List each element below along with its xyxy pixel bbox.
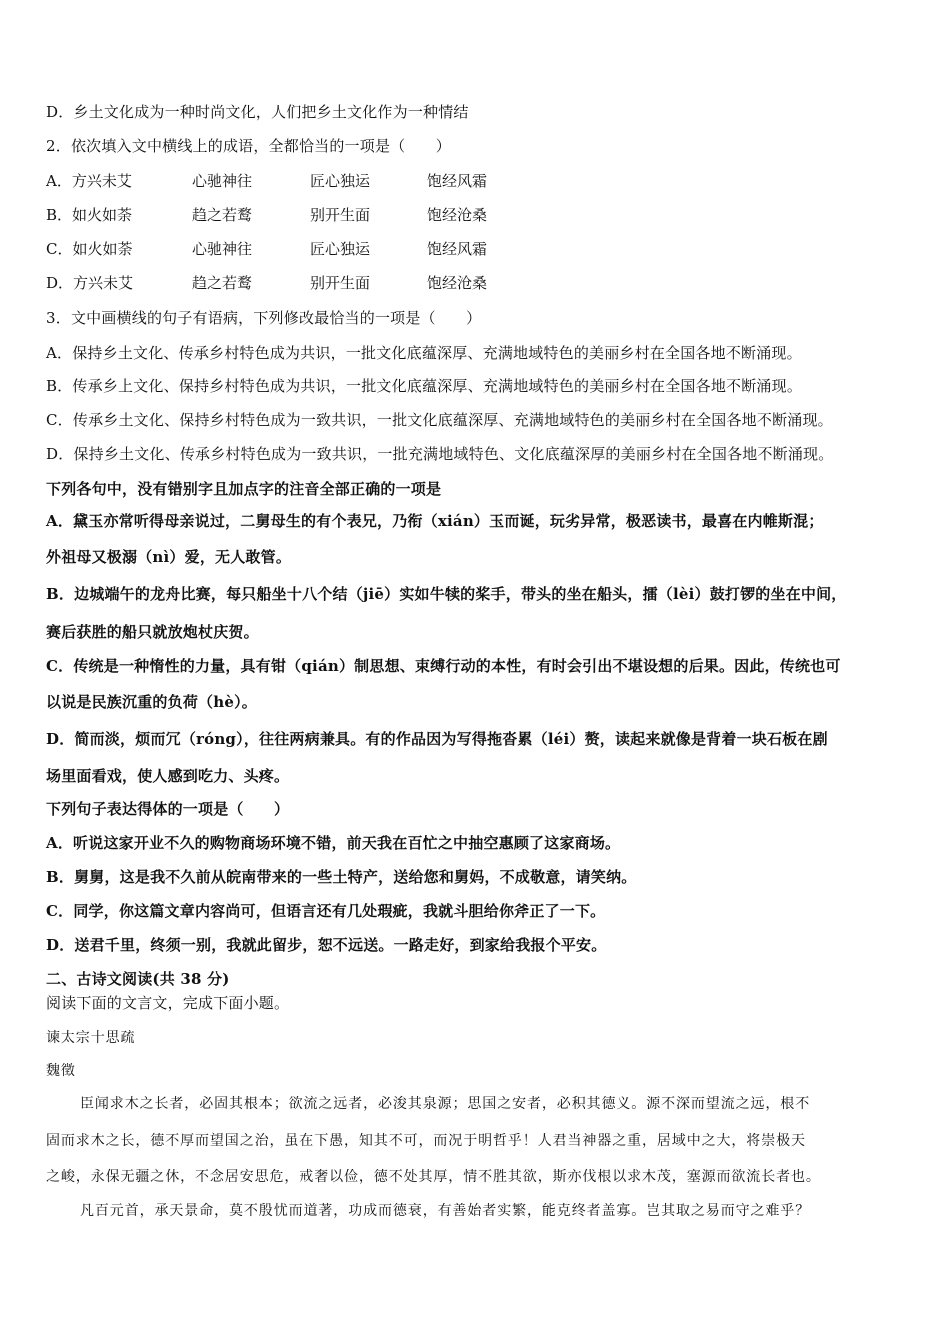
q4-option-c-line-1 [46,655,841,676]
q4-d1-text: D．简而淡，烦而 [46,730,166,748]
section-2-heading: 二、古诗文阅读(共 38 分) [46,970,230,988]
q4-option-c-line-2 [46,691,257,712]
q2-option-a-idiom-1: A．方兴未艾 [46,172,132,190]
q3-option-a: A．保持乡土文化、传承乡村特色成为共识，一批文化底蕴深厚、充满地域特色的美丽乡村在全国各地不断涌现。 [46,344,802,362]
q4-a2-dotted-char: 溺 [122,548,138,566]
q4-c2-text-rest: （hè）。 [198,693,257,711]
q4-c1-text-rest: （qián）制思想、束缚行动的本性，有时会引出不堪设想的后果。因此，传统也可 [286,657,841,675]
q2-option-b-idiom-4: 饱经沧桑 [427,206,488,224]
q5-option-c: C．同学，你这篇文章内容尚可，但语言还有几处瑕疵，我就斗胆给你斧正了一下。 [46,902,606,920]
q2-option-d-idiom-1: D．方兴未艾 [46,274,134,292]
q4-a2-text: 外祖母又极 [46,548,123,566]
q2-option-b-idiom-3: 别开生面 [310,206,371,224]
classical-text-paragraph-2-line-1: 凡百元首，承天景命，莫不殷忧而道著，功成而德衰，有善始者实繁，能克终者盖寡。岂其取之易而守之难乎？ [80,1203,811,1219]
classical-text-paragraph-1-line-2: 固而求木之长，德不厚而望国之治，虽在下愚，知其不可，而况于明哲乎！人君当神器之重，居域中之大，将崇极天 [46,1133,806,1149]
q2-option-b-idiom-2: 趋之若鹜 [192,206,253,224]
q2-option-d-idiom-2: 趋之若鹜 [192,274,253,292]
q5-stem: 下列句子表达得体的一项是（ ） [46,800,290,818]
q2-option-c-idiom-2: 心驰神往 [192,240,253,258]
q4-d1-text-rest: （léi）赘，读起来就像是背着一块石板在剧 [532,730,828,748]
q4-b1-dotted-char-2: 擂 [642,585,658,603]
q4-a1-text: A．黛玉亦常听得母亲说过，二舅母生的有个表兄，乃 [46,512,408,530]
q4-c1-dotted-char: 钳 [270,657,287,675]
q4-b1-text-rest: （lèi）鼓打锣的坐在中间， [657,585,847,603]
q4-option-d-line-1 [46,728,828,749]
q3-option-b: B．传承乡上文化、保持乡村特色成为共识，一批文化底蕴深厚、充满地域特色的美丽乡村在全国各地不断涌现。 [46,377,803,395]
q2-option-c-idiom-4: 饱经风霜 [427,240,488,258]
q2-option-b-idiom-1: B．如火如荼 [46,206,133,224]
classical-text-title: 谏太宗十思疏 [46,1030,136,1046]
q4-option-d-line-2: 场里面看戏，使人感到吃力、头疼。 [46,767,290,785]
section-2-instruction: 阅读下面的文言文，完成下面小题。 [46,994,290,1012]
classical-text-paragraph-1-line-3: 之峻，永保无疆之休，不念居安思危，戒奢以俭，德不处其厚，情不胜其欲，斯亦伐根以求木茂，塞源而欲流长者也。 [46,1169,821,1185]
q3-stem: 3．文中画横线的句子有语病，下列修改最恰当的一项是（ ） [46,309,482,327]
q5-option-a: A．听说这家开业不久的购物商场环境不错，前天我在百忙之中抽空惠顾了这家商场。 [46,834,621,852]
q2-option-c-idiom-1: C．如火如荼 [46,240,133,258]
q3-option-c: C．传承乡土文化、保持乡村特色成为一致共识，一批文化底蕴深厚、充满地域特色的美丽乡村在全国各地不断涌现。 [46,411,833,429]
q2-option-a-idiom-3: 匠心独运 [310,172,371,190]
q4-c1-text: C．传统是一种惰性的力量，具有 [46,657,271,675]
q4-option-a-line-2 [46,546,291,567]
q4-d1-dotted-char-2: 累 [517,730,533,748]
q4-stem: 下列各句中，没有错别字且加点字的注音全部正确的一项是 [46,480,442,498]
q5-option-d: D．送君千里，终须一别，我就此留步，恕不远送。一路走好，到家给我报个平安。 [46,936,607,954]
q2-option-d-idiom-4: 饱经沧桑 [427,274,488,292]
q4-option-b-line-1 [46,583,847,604]
q4-c2-text: 以说是民族沉重的负 [46,693,183,711]
q4-a1-dotted-char: 衔 [407,512,423,530]
q4-a2-text-rest: （nì）爱，无人敢管。 [137,548,292,566]
q4-b1-text-mid: （jiē）实如牛犊的桨手，带头的坐在船头， [347,585,643,603]
classical-text-paragraph-1-line-1: 臣闻求木之长者，必固其根本；欲流之远者，必浚其泉源；思国之安者，必积其德义。源不深而望流之远，根不 [80,1096,811,1112]
q4-c2-dotted-char: 荷 [182,693,199,711]
q4-b1-text: B．边城端午的龙舟比赛，每只船坐十八个 [46,585,333,603]
q4-d1-dotted-char-1: 冗 [165,730,181,748]
q4-d1-text-mid: （róng），往往两病兼具。有的作品因为写得拖沓 [180,730,518,748]
q2-option-d-idiom-3: 别开生面 [310,274,371,292]
q3-option-d: D．保持乡土文化、传承乡村特色成为一致共识，一批充满地域特色、文化底蕴深厚的美丽乡村在全国各地不断涌现。 [46,445,834,463]
q2-option-a-idiom-2: 心驰神往 [192,172,253,190]
q4-b1-dotted-char-1: 结 [332,585,348,603]
q1-option-d: D．乡土文化成为一种时尚文化，人们把乡土文化作为一种情结 [46,103,469,121]
q2-option-c-idiom-3: 匠心独运 [310,240,371,258]
q4-option-b-line-2: 赛后获胜的船只就放炮杖庆贺。 [46,623,259,641]
q2-stem: 2．依次填入文中横线上的成语，全都恰当的一项是（ ） [46,137,451,155]
q4-a1-text-rest: （xián）玉而诞，玩劣异常，极恶读书，最喜在内帷斯混； [422,512,824,530]
classical-text-author: 魏徵 [46,1063,76,1079]
q5-option-b: B．舅舅，这是我不久前从皖南带来的一些土特产，送给您和舅妈，不成敬意，请笑纳。 [46,868,637,886]
q2-option-a-idiom-4: 饱经风霜 [427,172,488,190]
q4-option-a-line-1 [46,510,824,531]
